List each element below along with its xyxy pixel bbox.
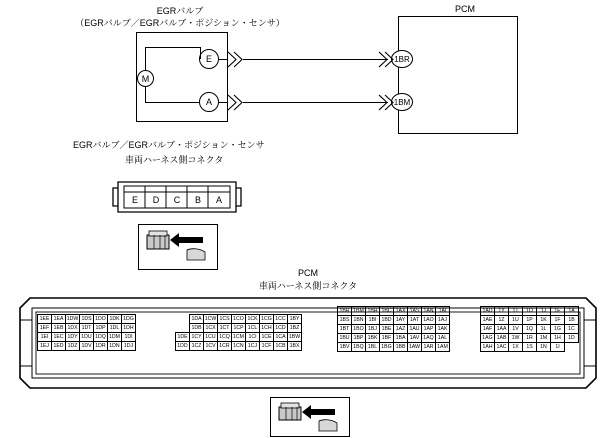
pin-cell: 1EE bbox=[38, 315, 52, 324]
pin-cell: 1BT bbox=[338, 325, 352, 334]
pin-cell: 1H bbox=[551, 334, 565, 343]
pin-cell: 1L bbox=[537, 325, 551, 334]
pin-cell: 1CP bbox=[233, 325, 244, 331]
pin-cell: 1BU bbox=[339, 335, 350, 341]
pin-cell: 1AT bbox=[408, 316, 422, 325]
pin-cell: 1K bbox=[537, 316, 551, 325]
pin-cell: 1DT bbox=[80, 324, 94, 333]
pin-cell: 1DI bbox=[122, 333, 136, 342]
pin-cell: 1AS bbox=[408, 307, 422, 316]
pin-cell: 1DE bbox=[177, 334, 188, 340]
pin-cell: 1AR bbox=[423, 344, 434, 350]
egr-connector-pin-d: D bbox=[152, 195, 160, 205]
pin-cell: 1Z bbox=[495, 316, 509, 325]
pin-cell: 1DA bbox=[191, 316, 202, 322]
pin-cell: 1B bbox=[565, 316, 579, 325]
pin-cell: 1F bbox=[551, 316, 565, 325]
egr-connector-pin-e: E bbox=[131, 195, 138, 205]
pin-cell: 1CJ bbox=[246, 342, 260, 351]
pin-cell: 1DR bbox=[95, 343, 106, 349]
terminal-e-symbol bbox=[199, 49, 219, 69]
pin-cell: 1CE bbox=[261, 334, 272, 340]
pin-cell: 1BP bbox=[352, 334, 366, 343]
pin-cell: 1AI bbox=[436, 307, 450, 316]
pin-cell: 1DL bbox=[108, 324, 122, 333]
pin-cell: 1CG bbox=[261, 316, 272, 322]
pcm-box bbox=[398, 16, 518, 134]
pin-cell: 1AG bbox=[482, 335, 493, 341]
table-row bbox=[338, 325, 450, 334]
connector-photo-icon-bottom bbox=[275, 401, 345, 435]
pcm-pin-1br bbox=[391, 50, 413, 68]
table-row bbox=[338, 316, 450, 325]
pin-cell: 1AW bbox=[408, 344, 421, 350]
egr-internal-wire-left bbox=[145, 47, 146, 71]
table-row bbox=[481, 316, 579, 325]
pin-cell: 1T bbox=[509, 307, 523, 316]
pin-cell: 1DP bbox=[95, 325, 106, 331]
pin-cell: 1ED bbox=[53, 343, 64, 349]
connector-chevron-egr-top bbox=[227, 51, 245, 68]
pin-cell: 1C bbox=[565, 325, 579, 334]
egr-connector-label-line1: EGRバルブ／EGRバルブ・ポジション・センサ bbox=[73, 140, 265, 150]
pin-cell: 1CX bbox=[205, 325, 216, 331]
pin-cell: 1A bbox=[565, 307, 579, 316]
pin-cell: 1J bbox=[537, 307, 551, 316]
connector-chevron-egr-bottom bbox=[227, 94, 245, 111]
terminal-e-label: E bbox=[205, 54, 212, 64]
pin-cell: 1CR bbox=[219, 343, 230, 349]
pin-cell: 1AB bbox=[495, 334, 509, 343]
pin-cell: 1DO bbox=[95, 316, 106, 322]
pin-cell: 1AP bbox=[422, 325, 436, 334]
egr-internal-wire-top bbox=[145, 47, 200, 48]
pin-cell: 1M bbox=[537, 334, 551, 343]
table-row bbox=[481, 343, 579, 352]
pcm-group4-table bbox=[480, 306, 579, 352]
pin-cell: 1CM bbox=[233, 334, 244, 340]
connector-chevron-pcm-top bbox=[378, 51, 394, 68]
pin-cell: 1DY bbox=[67, 334, 78, 340]
pin-cell: 1DJ bbox=[122, 342, 136, 351]
pcm-connector-group1 bbox=[37, 314, 136, 351]
table-row bbox=[338, 343, 450, 352]
pin-cell: 1DH bbox=[123, 325, 134, 331]
pin-cell: 1DW bbox=[66, 316, 79, 322]
pcm-connector-group4 bbox=[480, 306, 579, 352]
egr-internal-wire-mid bbox=[200, 47, 201, 59]
pin-cell: 1CW bbox=[204, 316, 217, 322]
pin-cell: 1BS bbox=[338, 316, 352, 325]
pin-cell: 1BI bbox=[366, 316, 380, 325]
pin-cell: 1BD bbox=[381, 317, 392, 323]
egr-valve-title-line1: EGRバルブ bbox=[156, 6, 204, 16]
pin-cell: 1AV bbox=[408, 334, 422, 343]
pin-cell: 1BJ bbox=[366, 325, 380, 334]
pin-cell: 1DU bbox=[81, 334, 92, 340]
pin-cell: 1AY bbox=[394, 316, 408, 325]
pin-cell: 1EJ bbox=[38, 342, 52, 351]
pin-cell: 1BG bbox=[381, 344, 392, 350]
pin-cell: 1V bbox=[509, 325, 523, 334]
pin-cell: 1D bbox=[565, 334, 579, 343]
pcm-connector-label-line1: PCM bbox=[298, 268, 318, 278]
pin-cell: 1AZ bbox=[394, 325, 408, 334]
pin-cell: 1BK bbox=[366, 334, 380, 343]
egr-connector-pin-c: C bbox=[173, 195, 181, 205]
pin-cell: 1CU bbox=[205, 334, 216, 340]
pin-cell: 1BV bbox=[338, 343, 352, 352]
pin-cell: 1O bbox=[523, 307, 537, 316]
pin-cell: 1BL bbox=[366, 343, 380, 352]
pin-cell: 1E bbox=[551, 307, 565, 316]
pin-cell: 1DZ bbox=[66, 342, 80, 351]
pin-cell: 1AN bbox=[423, 308, 434, 314]
pin-cell: 1CT bbox=[218, 324, 232, 333]
pin-cell: 1EC bbox=[53, 334, 64, 340]
pin-cell: 1EI bbox=[38, 333, 52, 342]
pcm-connector-label-line2: 車両ハーネス側コネクタ bbox=[258, 281, 358, 291]
pin-cell: 1CO bbox=[233, 316, 244, 322]
egr-internal-wire-left2 bbox=[145, 87, 146, 102]
pin-cell: 1DM bbox=[109, 334, 120, 340]
pin-cell: 1CD bbox=[275, 325, 286, 331]
pcm-connector-group2 bbox=[175, 314, 302, 351]
pin-cell: 1BF bbox=[380, 334, 394, 343]
table-row bbox=[481, 325, 579, 334]
pcm-group2-table bbox=[175, 314, 302, 351]
pin-cell: 1DN bbox=[109, 343, 120, 349]
pin-cell: 1BW bbox=[288, 334, 301, 340]
table-row bbox=[176, 342, 302, 351]
pin-cell: 1DX bbox=[67, 325, 78, 331]
table-row bbox=[38, 333, 136, 342]
egr-connector-pin-a: A bbox=[215, 195, 222, 205]
pin-cell: 1AC bbox=[496, 344, 507, 350]
table-row bbox=[38, 342, 136, 351]
egr-connector-label-line2: 車両ハーネス側コネクタ bbox=[125, 155, 224, 165]
pin-cell: 1N bbox=[537, 343, 551, 352]
pin-cell: 1AQ bbox=[423, 335, 434, 341]
table-row bbox=[38, 324, 136, 333]
pin-cell: 1W bbox=[509, 334, 523, 343]
table-row bbox=[38, 315, 136, 324]
pin-cell: 1DV bbox=[81, 343, 92, 349]
pin-cell: 1AE bbox=[481, 316, 495, 325]
pin-cell: 1CZ bbox=[190, 342, 204, 351]
pin-cell: 1DG bbox=[123, 316, 134, 322]
pin-cell: 1BC bbox=[381, 308, 392, 314]
pin-cell: 1AO bbox=[423, 317, 434, 323]
egr-valve-title-line2: （EGRバルブ／EGRバルブ・ポジション・センサ） bbox=[75, 18, 285, 28]
pin-cell: 1BY bbox=[288, 315, 302, 324]
pin-cell: 1BH bbox=[367, 308, 378, 314]
pin-cell: 1DS bbox=[81, 316, 92, 322]
terminal-a-symbol bbox=[199, 92, 219, 112]
pin-cell: 1AX bbox=[394, 307, 408, 316]
table-row bbox=[338, 307, 450, 316]
pin-cell: 1BA bbox=[394, 334, 408, 343]
pin-cell: 1BX bbox=[288, 342, 302, 351]
wire-e-to-1br bbox=[243, 59, 388, 60]
pin-cell: 1DK bbox=[109, 316, 120, 322]
pin-cell: 1AM bbox=[437, 344, 448, 350]
pin-cell: 1Y bbox=[495, 307, 509, 316]
pin-cell: 1CK bbox=[247, 316, 258, 322]
motor-label: M bbox=[141, 73, 150, 84]
pcm-title: PCM bbox=[455, 4, 475, 14]
connector-chevron-pcm-bottom bbox=[378, 94, 394, 111]
table-row bbox=[176, 315, 302, 324]
terminal-a-label: A bbox=[205, 97, 212, 107]
pin-cell: 1CQ bbox=[219, 334, 230, 340]
pin-cell: 1BO bbox=[353, 326, 364, 332]
table-row bbox=[176, 333, 302, 342]
pcm-pin-1bm bbox=[391, 93, 413, 111]
pin-cell: 1AL bbox=[436, 334, 450, 343]
pin-cell: 1BZ bbox=[288, 324, 302, 333]
pin-cell: 1BR bbox=[339, 308, 350, 314]
pin-cell: 1S bbox=[523, 343, 537, 352]
pin-cell: 1R bbox=[523, 334, 537, 343]
wire-a-to-1bm bbox=[243, 102, 388, 103]
pin-cell: 1CS bbox=[219, 316, 230, 322]
table-row bbox=[176, 324, 302, 333]
table-row bbox=[481, 334, 579, 343]
pin-cell: 1AK bbox=[436, 325, 450, 334]
pin-cell: 1CH bbox=[261, 325, 272, 331]
pin-cell: 1I bbox=[551, 343, 565, 352]
pin-cell: 1DB bbox=[191, 325, 202, 331]
pin-cell: 1AH bbox=[482, 344, 493, 350]
pin-cell: 1EF bbox=[38, 324, 52, 333]
pin-cell: 1AF bbox=[481, 325, 495, 334]
pin-cell: 1CC bbox=[275, 316, 286, 322]
pin-cell: 1AD bbox=[482, 308, 493, 314]
pin-cell: 1AA bbox=[495, 325, 509, 334]
table-row bbox=[338, 334, 450, 343]
pcm-pin-1br-label: 1BR bbox=[394, 54, 410, 64]
pin-cell: 1CI bbox=[246, 333, 260, 342]
pin-cell: 1EB bbox=[52, 324, 66, 333]
pin-cell: 1U bbox=[509, 316, 523, 325]
pcm-pin-1bm-label: 1BM bbox=[393, 97, 411, 107]
pin-cell: 1P bbox=[523, 316, 537, 325]
pin-cell: 1CL bbox=[246, 324, 260, 333]
pin-cell: 1BQ bbox=[353, 344, 364, 350]
pin-cell: 1BB bbox=[394, 343, 408, 352]
pin-cell: 1CA bbox=[275, 334, 286, 340]
pin-cell: 1BM bbox=[353, 308, 364, 314]
pin-cell: 1CB bbox=[275, 343, 286, 349]
pin-cell: 1AJ bbox=[436, 316, 450, 325]
pcm-group1-table bbox=[37, 314, 136, 351]
motor-symbol bbox=[137, 70, 154, 87]
pin-cell: 1BE bbox=[380, 325, 394, 334]
egr-connector-pin-b: B bbox=[194, 195, 201, 205]
pin-cell: 1CF bbox=[260, 342, 274, 351]
pin-cell: 1BN bbox=[353, 317, 364, 323]
pcm-group3-table bbox=[337, 306, 450, 352]
connector-photo-icon bbox=[143, 228, 213, 266]
pin-cell: 1CV bbox=[205, 343, 216, 349]
pin-cell: 1Q bbox=[523, 325, 537, 334]
egr-internal-wire-bottom bbox=[145, 102, 200, 103]
pin-cell: 1EA bbox=[52, 315, 66, 324]
pin-cell: 1X bbox=[509, 343, 523, 352]
pin-cell: 1DD bbox=[177, 343, 188, 349]
pin-cell: 1CN bbox=[233, 343, 244, 349]
pcm-connector-group3 bbox=[337, 306, 450, 352]
pin-cell: 1G bbox=[551, 325, 565, 334]
pin-cell: 1DQ bbox=[95, 334, 106, 340]
table-row bbox=[481, 307, 579, 316]
pin-cell: 1CY bbox=[191, 334, 202, 340]
pin-cell: 1AU bbox=[409, 326, 420, 332]
